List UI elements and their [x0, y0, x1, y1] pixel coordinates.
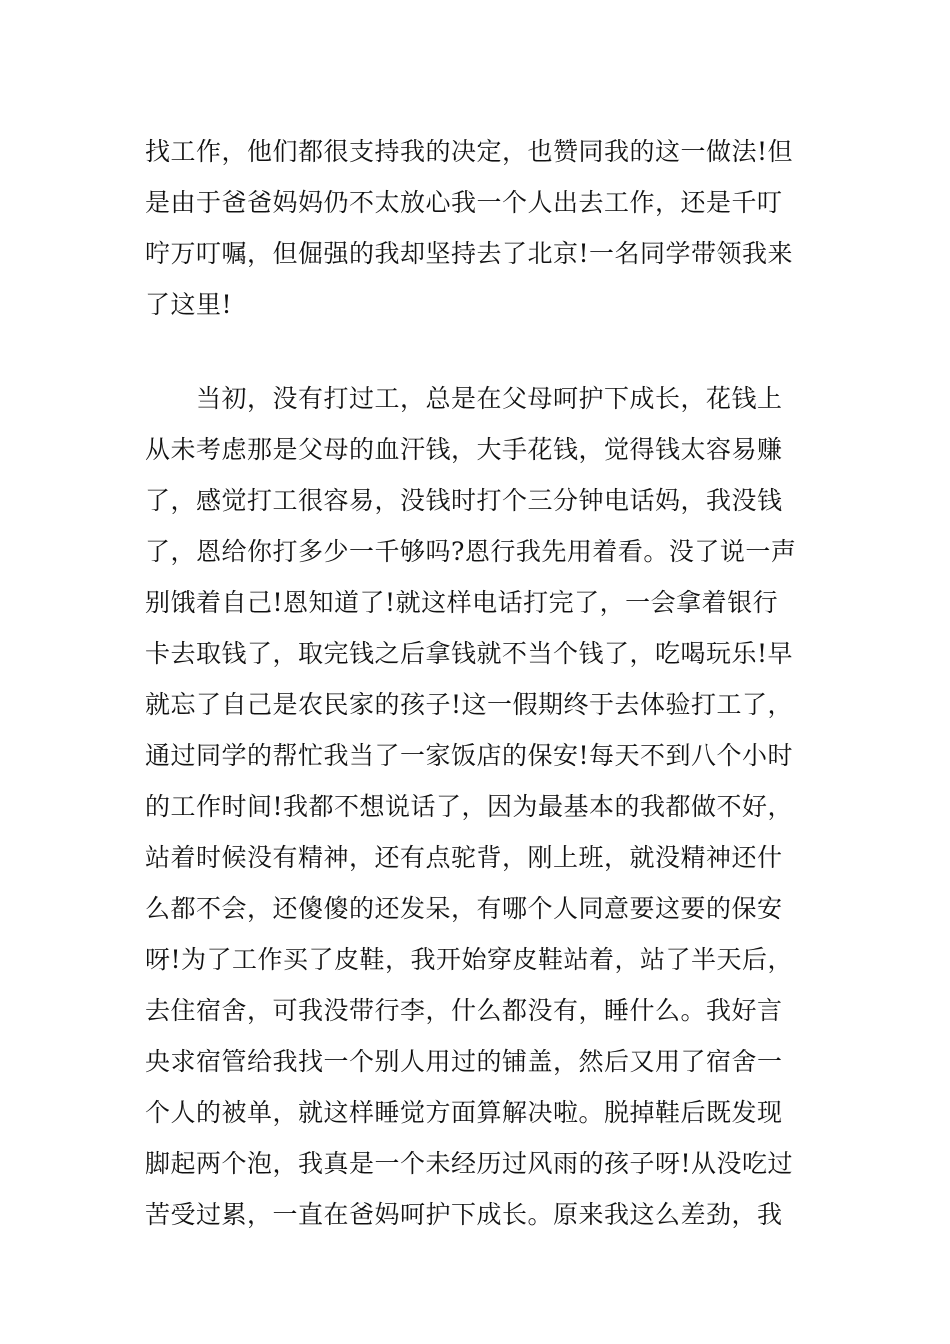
text-line: 是由于爸爸妈妈仍不太放心我一个人出去工作，还是千叮 [145, 188, 783, 217]
text-line: 脚起两个泡，我真是一个未经历过风雨的孩子呀!从没吃过 [145, 1149, 794, 1178]
text-line [145, 1240, 815, 1291]
text-line: 苦受过累，一直在爸妈呵护下成长。原来我这么差劲，我 [145, 1200, 783, 1229]
text-line: 了，感觉打工很容易，没钱时打个三分钟电话妈，我没钱 [145, 486, 783, 515]
text-line: 了，恩给你打多少一千够吗?恩行我先用着看。没了说一声 [145, 537, 797, 566]
text-line: 当初，没有打过工，总是在父母呵护下成长，花钱上 [145, 384, 783, 413]
paragraph-2 [145, 373, 815, 1342]
text-line: 通过同学的帮忙我当了一家饭店的保安!每天不到八个小时 [145, 741, 794, 770]
text-line: 咛万叮嘱，但倔强的我却坚持去了北京!一名同学带领我来 [145, 239, 794, 268]
text-line: 的工作时间!我都不想说话了，因为最基本的我都做不好， [145, 792, 794, 821]
text-line: 别饿着自己!恩知道了!就这样电话打完了，一会拿着银行 [145, 588, 779, 617]
text-line: 了这里! [145, 290, 233, 319]
text-line: 就忘了自己是农民家的孩子!这一假期终于去体验打工了， [145, 690, 794, 719]
text-line: 卡去取钱了，取完钱之后拿钱就不当个钱了，吃喝玩乐!早 [145, 639, 794, 668]
text-line [145, 1291, 815, 1342]
text-line: 个人的被单，就这样睡觉方面算解决啦。脱掉鞋后既发现 [145, 1098, 783, 1127]
text-line: 呀!为了工作买了皮鞋，我开始穿皮鞋站着，站了半天后， [145, 945, 794, 974]
text-line: 站着时候没有精神，还有点驼背，刚上班，就没精神还什 [145, 843, 783, 872]
text-line: 央求宿管给我找一个别人用过的铺盖，然后又用了宿舍一 [145, 1047, 783, 1076]
text-line: 找工作，他们都很支持我的决定，也赞同我的这一做法!但 [145, 137, 794, 166]
text-line: 去住宿舍，可我没带行李，什么都没有，睡什么。我好言 [145, 996, 783, 1025]
text-line: 从未考虑那是父母的血汗钱，大手花钱，觉得钱太容易赚 [145, 435, 783, 464]
text-line: 么都不会，还傻傻的还发呆，有哪个人同意要这要的保安 [145, 894, 783, 923]
paragraph-1 [145, 126, 815, 330]
